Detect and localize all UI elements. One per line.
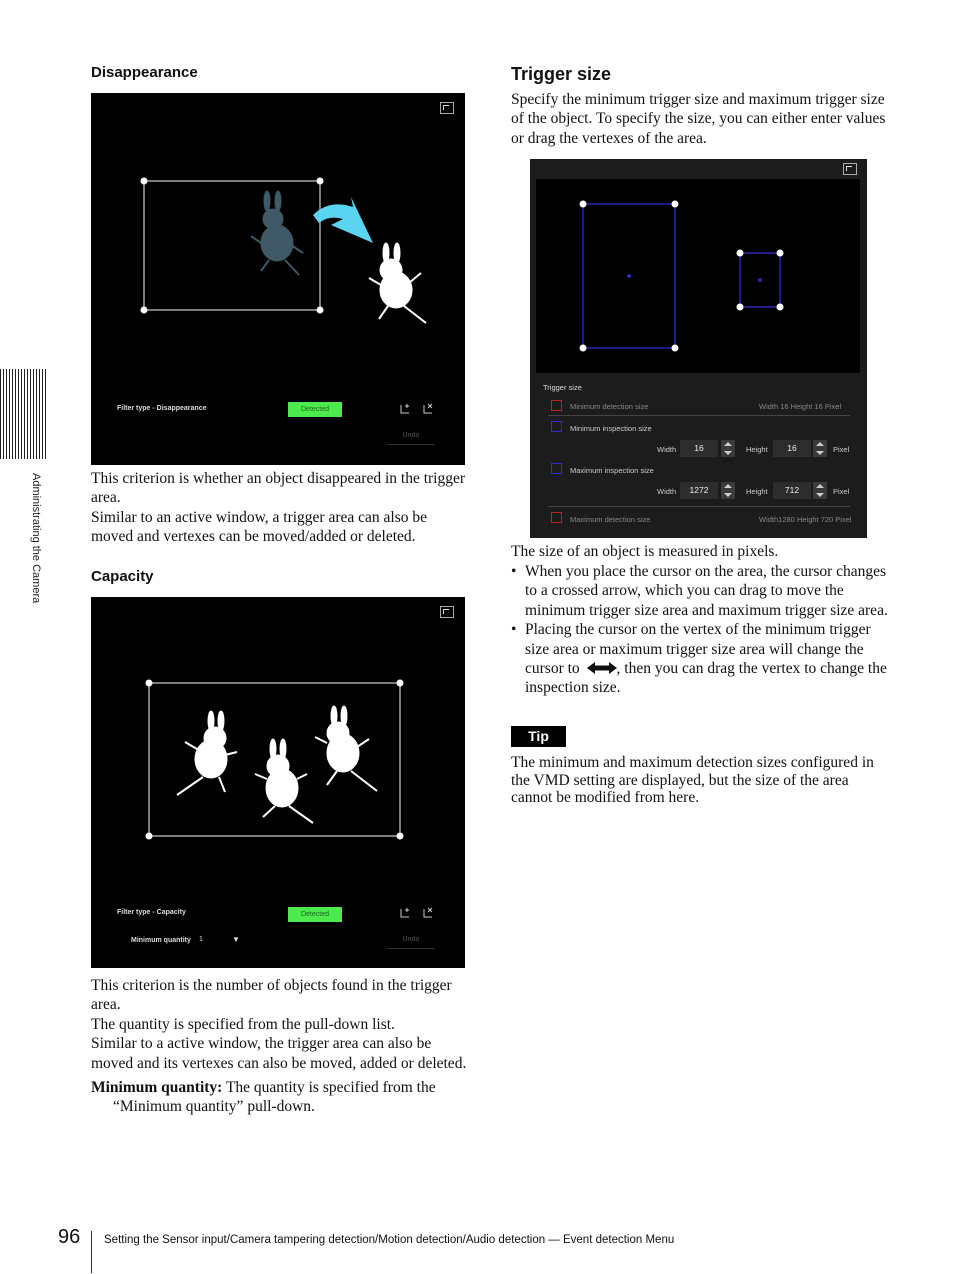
undo-button[interactable]: Undo <box>387 432 435 445</box>
disappearance-panel <box>91 93 465 465</box>
trigger-size-intro: Specify the minimum trigger size and maximum trigger size of the object. To specify the size, you can either enter values or drag the vertexes of the area. <box>511 91 886 147</box>
max-height-input[interactable]: 712 <box>773 482 811 499</box>
detected-indicator: Detected <box>288 402 342 417</box>
center-point <box>627 274 631 278</box>
paragraph: Similar to an active window, a trigger area can also be moved and vertexes can be moved/added or deleted. <box>91 508 427 546</box>
paragraph: This criterion is whether an object disappeared in the trigger area. <box>91 470 466 507</box>
vertex-handle <box>317 307 324 314</box>
definition-text: The quantity is specified from the “Minimum quantity” pull-down. <box>113 1079 436 1116</box>
section-tab-marks <box>0 369 46 459</box>
sidebar-label: Administrating the Camera <box>30 473 42 604</box>
trigger-size-panel <box>530 159 867 538</box>
paragraph: Similar to a active window, the trigger area can also be moved and its vertexes can also be moved, added or deleted. <box>91 1035 467 1072</box>
min-detection-info: Width 16 Height 16 Pixel <box>759 402 842 411</box>
capacity-panel <box>91 597 465 968</box>
trigger-area <box>144 181 320 310</box>
list-item: • When you place the cursor on the area, the cursor changes to a crossed arrow, which you can drag to move the minimum trigger size area and maximum trigger size area. <box>511 563 888 619</box>
disappearance-description <box>91 469 471 547</box>
delete-vertex-icon[interactable] <box>422 403 434 415</box>
bullet-list <box>511 562 889 698</box>
min-inspection-label: Minimum inspection size <box>570 424 652 433</box>
minimum-quantity-value: 1 <box>199 936 203 943</box>
double-arrow-icon <box>587 662 617 674</box>
disappearance-heading: Disappearance <box>91 64 198 81</box>
filter-type-label: Filter type - Capacity <box>117 909 186 916</box>
max-detection-label: Maximum detection size <box>570 515 651 524</box>
minimum-quantity-select[interactable] <box>199 936 243 943</box>
footer-text: Setting the Sensor input/Camera tampering detection/Motion detection/Audio detection — Event detection Menu <box>104 1234 675 1246</box>
faded-rabbit <box>251 191 303 275</box>
pixel-label: Pixel <box>833 487 850 496</box>
vertex-handle <box>397 680 404 687</box>
capacity-heading: Capacity <box>91 568 154 585</box>
page-number: 96 <box>58 1226 81 1248</box>
vertex-handle <box>146 680 153 687</box>
max-width-stepper[interactable] <box>721 482 735 499</box>
height-label: Height <box>746 487 768 496</box>
paragraph: The quantity is specified from the pull-down list. <box>91 1015 395 1033</box>
delete-vertex-icon[interactable] <box>422 907 434 919</box>
pixel-label: Pixel <box>833 445 850 454</box>
capacity-description <box>91 976 471 1117</box>
list-item: • Placing the cursor on the vertex of the minimum trigger size area or maximum trigger size area will change the cursor to , then you can drag the vertex to change the inspection size. <box>511 621 887 697</box>
max-inspection-checkbox[interactable] <box>551 463 562 474</box>
undo-button[interactable]: Undo <box>387 936 435 949</box>
divider <box>548 415 850 416</box>
measure-text: The size of an object is measured in pixels. <box>511 543 779 560</box>
rabbit <box>255 739 313 823</box>
center-point <box>758 278 762 282</box>
rabbit <box>177 711 237 795</box>
width-label: Width <box>657 445 677 454</box>
min-detection-checkbox <box>551 400 562 411</box>
min-inspection-checkbox[interactable] <box>551 421 562 432</box>
tip-label: Tip <box>528 728 549 744</box>
trigger-size-section-title: Trigger size <box>543 383 582 392</box>
trigger-areas <box>530 159 867 379</box>
definition-term: Minimum quantity: <box>91 1079 223 1097</box>
vertex-handle <box>141 178 148 185</box>
min-height-stepper[interactable] <box>813 440 827 457</box>
max-inspection-label: Maximum inspection size <box>570 466 654 475</box>
detected-indicator: Detected <box>288 907 342 922</box>
min-height-input[interactable]: 16 <box>773 440 811 457</box>
definition <box>91 1078 471 1117</box>
add-vertex-icon[interactable] <box>399 907 411 919</box>
motion-arrow <box>313 197 373 243</box>
vertex-handle <box>317 178 324 185</box>
max-detection-info: Width1280 Height 720 Pixel <box>759 515 852 524</box>
divider <box>548 506 850 507</box>
tip-badge <box>511 726 566 747</box>
height-label: Height <box>746 445 768 454</box>
minimum-quantity-label: Minimum quantity <box>131 937 191 944</box>
max-width-input[interactable]: 1272 <box>680 482 718 499</box>
vertex-handle <box>141 307 148 314</box>
vertex-handle <box>397 833 404 840</box>
filter-type-label: Filter type - Disappearance <box>117 405 207 412</box>
rabbit <box>315 706 377 791</box>
tip-text: The minimum and maximum detection sizes configured in the VMD setting are displayed, but the size of the area cannot be modified from here. <box>511 754 874 807</box>
min-width-stepper[interactable] <box>721 440 735 457</box>
add-vertex-icon[interactable] <box>399 403 411 415</box>
min-width-input[interactable]: 16 <box>680 440 718 457</box>
trigger-size-heading: Trigger size <box>511 64 612 84</box>
max-detection-checkbox <box>551 512 562 523</box>
vertex-handle <box>146 833 153 840</box>
chevron-down-icon: ▼ <box>232 935 240 944</box>
paragraph: This criterion is the number of objects found in the trigger area. <box>91 977 452 1014</box>
max-height-stepper[interactable] <box>813 482 827 499</box>
footer-divider <box>91 1231 92 1273</box>
min-detection-label: Minimum detection size <box>570 402 649 411</box>
rabbit <box>369 243 426 323</box>
width-label: Width <box>657 487 677 496</box>
